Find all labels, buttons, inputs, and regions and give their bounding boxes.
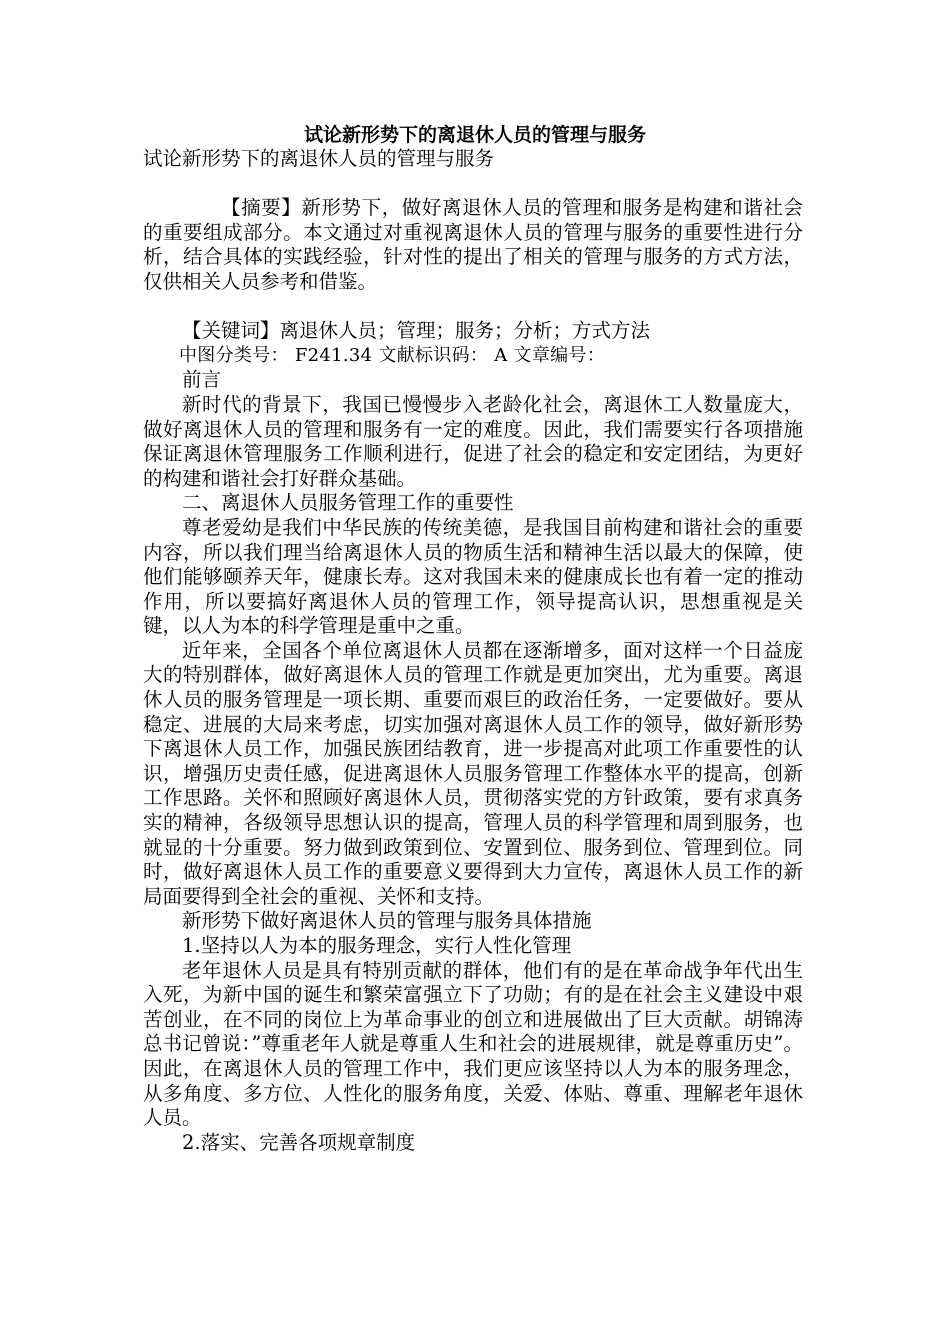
subsection-paragraph-people-oriented: 老年退休人员是具有特别贡献的群体，他们有的是在革命战争年代出生入死，为新中国的诞生和繁荣富强立下了功勋；有的是在社会主义建设中艰苦创业，在不同的岗位上为革命事业的创立和进展做出了巨大贡献。胡锦涛总书记曾说：”尊重老年人就是尊重人生和社会的进展规律，就是尊重历史”。因此，在离退休人员的管理工作中，我们更应该坚持以人为本的服务理念，从多角度、多方位、人性化的服务角度，关爱、体贴、尊重、理解老年退休人员。 (143, 958, 803, 1130)
document-title: 试论新形势下的离退休人员的管理与服务 (303, 124, 646, 146)
preface-paragraph: 新时代的背景下，我国已慢慢步入老龄化社会，离退休工人数量庞大，做好离退休人员的管理和服务有一定的难度。因此，我们需要实行各项措施保证离退休管理服务工作顺利进行，促进了社会的稳定和安定团结，为更好的构建和谐社会打好群众基础。 (143, 392, 803, 490)
keywords-line: 【关键词】离退休人员；管理；服务；分析；方式方法 (182, 319, 651, 343)
blank-line (143, 172, 803, 197)
document-subtitle: 试论新形势下的离退休人员的管理与服务 (143, 147, 495, 170)
section-paragraph-tradition: 尊老爱幼是我们中华民族的传统美德，是我国目前构建和谐社会的重要内容，所以我们理当给离退休人员的物质生活和精神生活以最大的保障，使他们能够颐养天年，健康长寿。这对我国未来的健康成长也有着一定的推动作用，所以要搞好离退休人员的管理工作，领导提高认识，思想重视是关键，以人为本的科学管理是重中之重。 (143, 515, 803, 638)
abstract-paragraph: 【摘要】新形势下，做好离退休人员的管理和服务是构建和谐社会的重要组成部分。本文通过对重视离退休人员的管理与服务的重要性进行分析，结合具体的实践经验，针对性的提出了相关的管理与服务的方式方法，仅供相关人员参考和借鉴。 (143, 196, 803, 293)
document-body (143, 147, 803, 1155)
classification-line: 中图分类号： F241.34 文献标识码： A 文章编号： (179, 344, 606, 366)
subsection-heading-people-oriented: 1.坚持以人为本的服务理念，实行人性化管理 (182, 934, 572, 957)
section-heading-measures: 新形势下做好离退休人员的管理与服务具体措施 (182, 909, 592, 933)
blank-line (143, 295, 803, 320)
preface-heading: 前言 (182, 368, 222, 392)
section-heading-importance: 二、离退休人员服务管理工作的重要性 (182, 491, 514, 515)
section-paragraph-recent-years: 近年来，全国各个单位离退休人员都在逐渐增多，面对这样一个日益庞大的特别群体，做好离退休人员的管理工作就是更加突出，尤为重要。离退休人员的服务管理是一项长期、重要而艰巨的政治任务，一定要做好。要从稳定、进展的大局来考虑，切实加强对离退休人员工作的领导，做好新形势下离退休人员工作，加强民族团结教育，进一步提高对此项工作重要性的认识，增强历史责任感，促进离退休人员服务管理工作整体水平的提高，创新工作思路。关怀和照顾好离退休人员，贯彻落实党的方针政策，要有求真务实的精神，各级领导思想认识的提高，管理人员的科学管理和周到服务，也就显的十分重要。努力做到政策到位、安置到位、服务到位、管理到位。同时，做好离退休人员工作的重要意义要得到大力宣传，离退休人员工作的新局面要得到全社会的重视、关怀和支持。 (143, 638, 803, 908)
subsection-heading-regulations: 2.落实、完善各项规章制度 (182, 1130, 416, 1154)
